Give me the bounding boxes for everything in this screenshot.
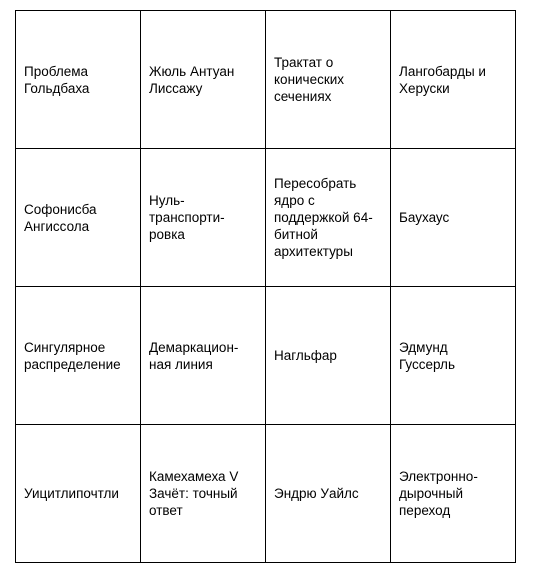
table-cell: Сингулярное распределение — [16, 287, 141, 425]
table-cell: Проблема Гольдбаха — [16, 11, 141, 149]
table-cell: Лангобарды и Херуски — [391, 11, 516, 149]
table-cell: Уицитлипочтли — [16, 425, 141, 563]
table-row — [16, 149, 516, 287]
table-cell: Эдмунд Гуссерль — [391, 287, 516, 425]
table-cell: Пересобрать ядро с поддержкой 64- битной архитектуры — [266, 149, 391, 287]
table-cell: Баухаус — [391, 149, 516, 287]
table-cell: Трактат о конических сечениях — [266, 11, 391, 149]
term-grid-body — [16, 11, 516, 563]
table-cell: Жюль Антуан Лиссажу — [141, 11, 266, 149]
table-cell: Нуль- транспорти- ровка — [141, 149, 266, 287]
table-cell: Демаркацион- ная линия — [141, 287, 266, 425]
table-cell: Эндрю Уайлс — [266, 425, 391, 563]
table-row — [16, 11, 516, 149]
table-cell: Электронно- дырочный переход — [391, 425, 516, 563]
table-cell: Нагльфар — [266, 287, 391, 425]
table-cell: Камехамеха V Зачёт: точный ответ — [141, 425, 266, 563]
table-cell: Софонисба Ангиссола — [16, 149, 141, 287]
table-row — [16, 287, 516, 425]
table-row — [16, 425, 516, 563]
term-grid-table — [15, 10, 516, 563]
